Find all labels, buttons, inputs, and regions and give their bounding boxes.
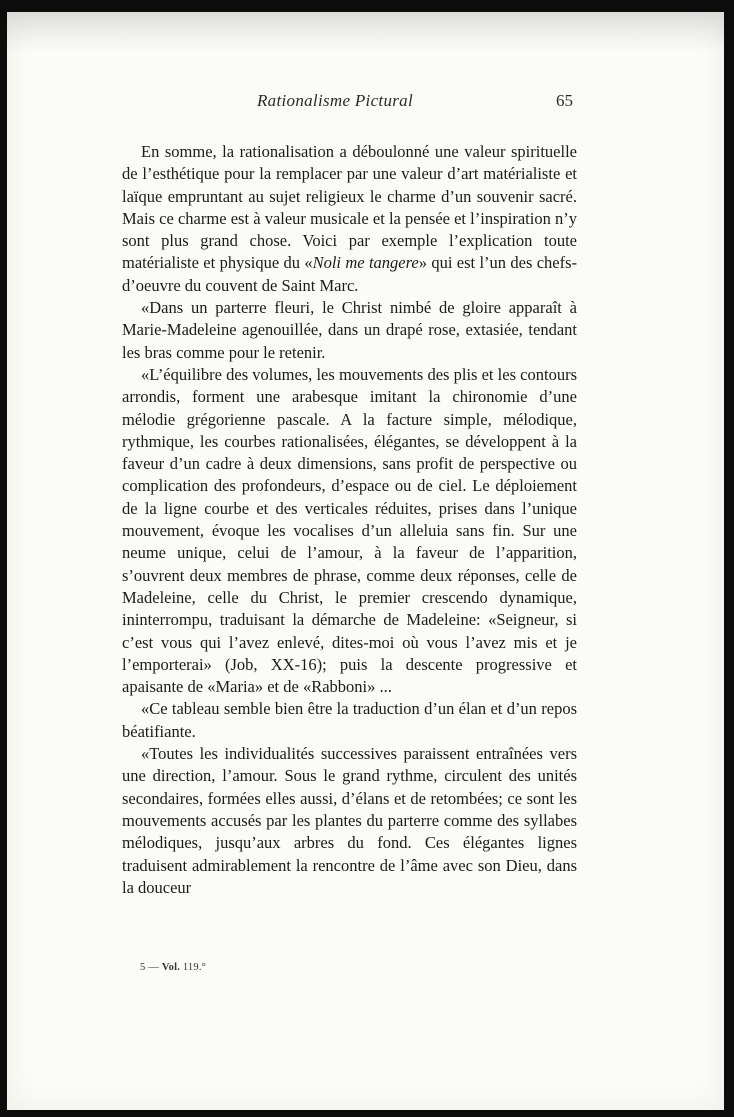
page-header xyxy=(257,91,587,117)
running-title: Rationalisme Pictural xyxy=(257,91,413,110)
paragraph-1-text: En somme, la rationalisation a déboulonné une valeur spirituelle de l’esthétique pour la remplacer par une valeur d’art matérialiste et laïque empruntant au sujet religieux le charme d’un souvenir sacré. Mais ce charme est à valeur musicale et la pensée et l’inspiration n’y sont plus grand chose. Voici par exemple l’explication toute matérialiste et physique du « xyxy=(122,142,577,273)
paragraph-2-text: «Dans un parterre fleuri, le Christ nimbé de gloire apparaît à Marie-Madeleine agenouillée, dans un drapé rose, extasiée, tendant les bras comme pour le retenir. xyxy=(122,298,577,362)
paragraph-3 xyxy=(122,364,577,698)
paragraph-1-text-end: » qui est l’un des chefs-d’oeuvre du couvent de Saint Marc. xyxy=(122,253,578,295)
page-number: 65 xyxy=(556,91,573,110)
paragraph-1 xyxy=(122,141,577,297)
signature-number: 119.° xyxy=(180,962,207,973)
signature-prefix: 5 — xyxy=(140,962,162,973)
paragraph-5-text: «Toutes les individualités successives paraissent entraînées vers une direction, l’amour. Sous le grand rythme, circulent des unités secondaires, formées elles aussi, d’élans et de retombées; ce sont les mouvements accusés par les plantes du parterre comme des syllabes mélodiques, jusqu’aux arbres du fond. Ces élégantes lignes traduisent admirablement la rencontre de l’âme avec son Dieu, dans la douceur xyxy=(122,744,577,897)
artwork-title: Noli me tangere xyxy=(312,253,419,273)
paragraph-2 xyxy=(122,297,577,364)
signature-vol: Vol. xyxy=(161,962,181,973)
book-page xyxy=(7,12,724,1110)
printer-signature xyxy=(140,962,206,973)
paragraph-4-text: «Ce tableau semble bien être la traduction d’un élan et d’un repos béatifiante. xyxy=(122,699,577,741)
paragraph-5 xyxy=(122,743,577,899)
paragraph-3-text: «L’équilibre des volumes, les mouvements des plis et les contours arrondis, forment une arabesque imitant la chironomie d’une mélodie grégorienne pascale. A la facture simple, mélodique, rythmique, les courbes rationalisées, élégantes, se développent à la faveur d’un cadre à deux dimensions, sans profit de perspective ou complication des profondeurs, d’espace ou de ciel. Le déploiement de la ligne courbe et des verticales réduites, prises dans l’unique mouvement, évoque les vocalises d’un alleluia sans fin. Sur une neume unique, celui de l’amour, à la faveur de l’apparition, s’ouvrent deux membres de phrase, comme deux réponses, celle de Madeleine, celle du Christ, le premier crescendo dynamique, ininterrompu, traduisant la démarche de Madeleine: «Seigneur, si c’est vous qui l’avez enlevé, dites-moi où vous l’avez mis et je l’emporterai» (Job, XX-16); puis la descente progressive et apaisante de «Maria» et de «Rabboni» ... xyxy=(122,364,577,697)
paragraph-4 xyxy=(122,698,577,743)
body-text xyxy=(122,141,577,899)
